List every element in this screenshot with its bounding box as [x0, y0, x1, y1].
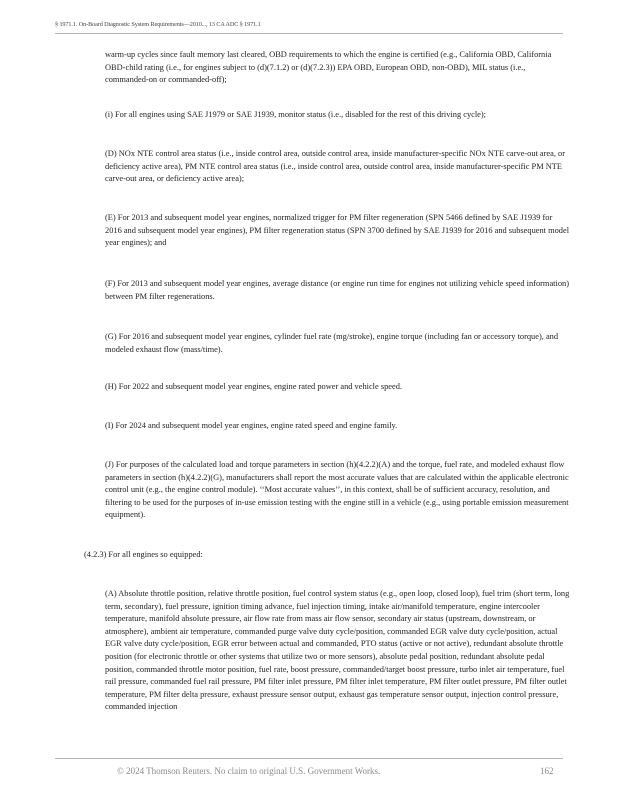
paragraph-f: (F) For 2013 and subsequent model year engines, average distance (or engine run time for engines not utilizing vehicle speed information) between PM filter regenerations.	[105, 279, 569, 301]
paragraph-j: (J) For purposes of the calculated load and torque parameters in section (h)(4.2.2)(A) and the torque, fuel rate, and modeled exhaust flow parameters in section (h)(4.2.2)(G), manufacturers shall report the most accurate values that are calculated within the applicable electronic control unit (e.g., the engine control module). ‘‘Most accurate values’’, in this context, shall be of sufficient accuracy, resolution, and filtering to be used for the purposes of in-use emission testing with the engine still in a vehicle (e.g., using portable emission measurement equipment).	[105, 460, 569, 520]
paragraph-e: (E) For 2013 and subsequent model year engines, normalized trigger for PM filter regeneration (SPN 5466 defined by SAE J1939 for 2016 and subsequent model year engines), PM filter regeneration status (SPN 3700 defined by SAE J1939 for 2016 and subsequent model year engines); and	[105, 213, 570, 248]
section-4-2-3-heading: (4.2.3) For all engines so equipped:	[84, 550, 203, 559]
page-number: 162	[540, 766, 554, 776]
header-divider	[55, 33, 563, 34]
running-header: § 1971.1. On-Board Diagnostic System Requirements—2010..., 13 CA ADC § 1971.1	[55, 21, 261, 28]
paragraph-i-2024: (I) For 2024 and subsequent model year engines, engine rated speed and engine family.	[105, 421, 398, 430]
paragraph-h: (H) For 2022 and subsequent model year engines, engine rated power and vehicle speed.	[105, 382, 402, 391]
paragraph-a: (A) Absolute throttle position, relative throttle position, fuel control system status (e.g., open loop, closed loop), fuel trim (short term, long term, secondary), fuel pressure, ignition timing advance, fuel injection timing, intake air/manifold temperature, engine intercooler temperature, manifold absolute pressure, air flow rate from mass air flow sensor, secondary air status (upstream, downstream, or atmosphere), ambient air temperature, commanded purge valve duty cycle/position, commanded EGR valve duty cycle/position, actual EGR valve duty cycle/position, EGR error between actual and commanded, PTO status (active or not active), redundant absolute throttle position (for electronic throttle or other systems that utilize two or more sensors), absolute pedal position, redundant absolute pedal position, commanded throttle motor position, fuel rate, boost pressure, commanded/target boost pressure, turbo inlet air temperature, fuel rail pressure, commanded fuel rail pressure, PM filter inlet pressure, PM filter inlet temperature, PM filter outlet pressure, PM filter outlet temperature, PM filter delta pressure, exhaust pressure sensor output, exhaust gas temperature sensor output, injection control pressure, commanded injection	[105, 589, 570, 712]
paragraph-g: (G) For 2016 and subsequent model year engines, cylinder fuel rate (mg/stroke), engine torque (including fan or accessory torque), and modeled exhaust flow (mass/time).	[105, 332, 559, 354]
paragraph-d: (D) NOx NTE control area status (i.e., inside control area, outside control area, inside manufacturer-specific NOx NTE carve-out area, or deficiency active area), PM NTE control area status (i.e., inside control area, outside control area, inside manufacturer-specific PM NTE carve-out area, or deficiency active area);	[105, 149, 566, 184]
paragraph-i: (i) For all engines using SAE J1979 or SAE J1939, monitor status (i.e., disabled for the rest of this driving cycle);	[105, 110, 487, 119]
paragraph-continuation: warm-up cycles since fault memory last cleared, OBD requirements to which the engine is certified (e.g., California OBD, California OBD-child rating (i.e., for engines subject to (d)(7.1.2) or (d)(7.2.3)) EPA OBD, European OBD, non-OBD), MIL status (i.e., commanded-on or commanded-off);	[105, 50, 552, 85]
copyright-notice: © 2024 Thomson Reuters. No claim to original U.S. Government Works.	[117, 766, 381, 776]
footer-divider	[55, 758, 563, 759]
